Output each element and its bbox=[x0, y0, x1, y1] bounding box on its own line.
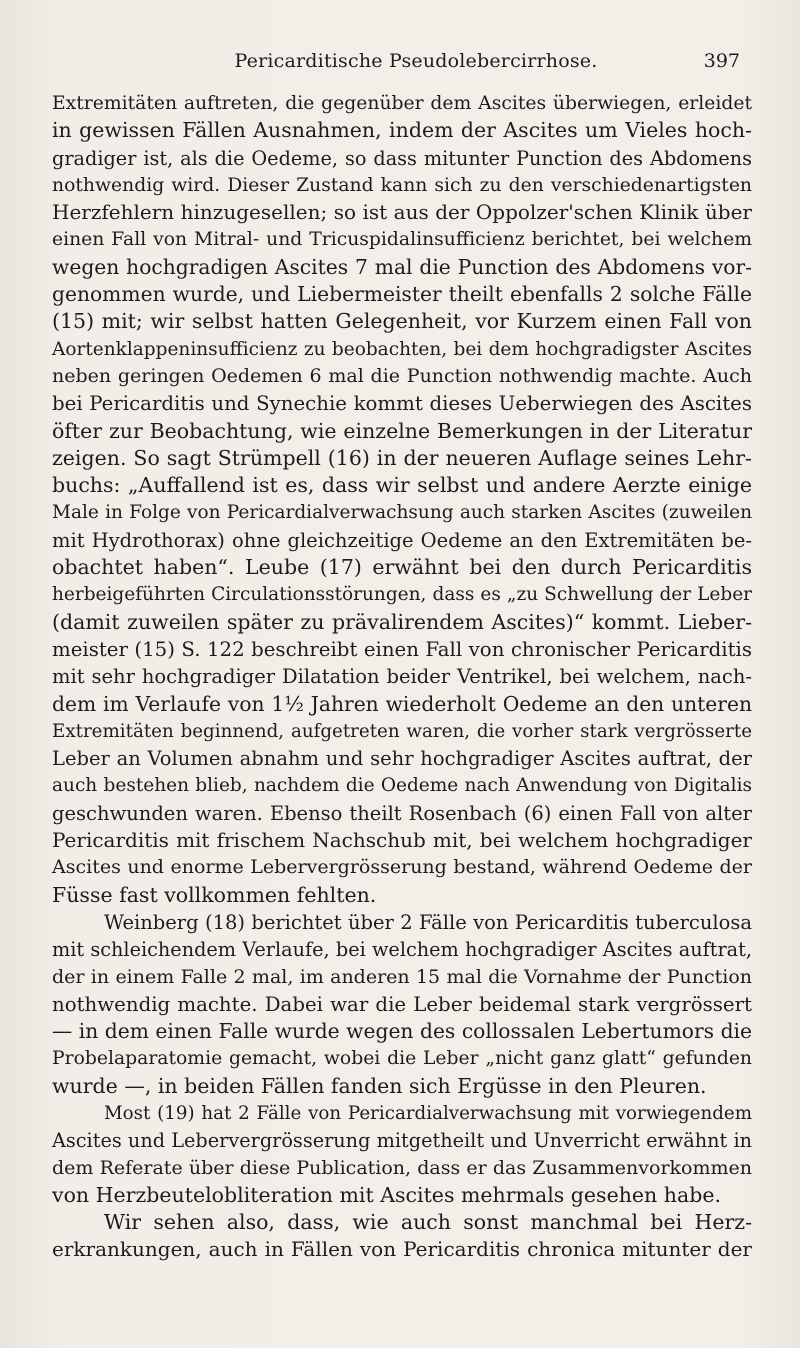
text-line: genommen wurde, und Liebermeister theilt ebenfalls 2 solche Fälle bbox=[52, 282, 752, 307]
text-line: Pericarditis mit frischem Nachschub mit, bei welchem hochgradiger bbox=[52, 828, 752, 853]
text-line: obachtet haben“. Leube (17) erwähnt bei den durch Pericarditis bbox=[52, 555, 752, 580]
text-line: in gewissen Fällen Ausnahmen, indem der Ascites um Vieles hoch- bbox=[52, 118, 752, 143]
text-line: einen Fall von Mitral- und Tricuspidalinsufficienz berichtet, bei welchem bbox=[52, 229, 752, 251]
text-line: dem Referate über diese Publication, dass er das Zusammenvorkommen bbox=[52, 1156, 752, 1179]
text-line: Extremitäten auftreten, die gegenüber dem Ascites überwiegen, erleidet bbox=[52, 93, 752, 114]
text-line: nothwendig machte. Dabei war die Leber beidemal stark vergrössert bbox=[52, 992, 752, 1016]
text-line: der in einem Falle 2 mal, im anderen 15 mal die Vornahme der Punction bbox=[52, 965, 752, 988]
text-line: (15) mit; wir selbst hatten Gelegenheit, vor Kurzem einen Fall von bbox=[52, 309, 752, 334]
text-line: neben geringen Oedemen 6 mal die Punction nothwendig machte. Auch bbox=[52, 364, 752, 387]
text-line: herbeigeführten Circulationsstörungen, dass es „zu Schwellung der Leber bbox=[52, 584, 752, 606]
text-line: mit schleichendem Verlaufe, bei welchem hochgradiger Ascites auftrat, bbox=[52, 938, 752, 962]
text-line: erkrankungen, auch in Fällen von Pericarditis chronica mitunter der bbox=[52, 1237, 752, 1262]
body-text bbox=[52, 90, 752, 1264]
page-number: 397 bbox=[703, 50, 740, 72]
text-line: mit sehr hochgradiger Dilatation beider Ventrikel, bei welchem, nach- bbox=[52, 665, 752, 689]
text-line: nothwendig wird. Dieser Zustand kann sich zu den verschiedenartigsten bbox=[52, 174, 752, 196]
text-line: zeigen. So sagt Strümpell (16) in der neueren Auflage seines Lehr- bbox=[52, 445, 752, 470]
text-line: von Herzbeutelobliteration mit Ascites mehrmals gesehen habe. bbox=[52, 1182, 721, 1207]
page-header bbox=[52, 50, 740, 78]
text-line: Male in Folge von Pericardialverwachsung auch starken Ascites (zuweilen bbox=[52, 502, 752, 524]
text-line: Probelaparatomie gemacht, wobei die Leber „nicht ganz glatt“ gefunden bbox=[52, 1048, 752, 1070]
text-line: Füsse fast vollkommen fehlten. bbox=[52, 882, 377, 907]
text-line: Aortenklappeninsufficienz zu beobachten, bei dem hochgradigster Ascites bbox=[52, 338, 752, 360]
text-line: auch bestehen blieb, nachdem die Oedeme nach Anwendung von Digitalis bbox=[52, 775, 752, 797]
text-line: bei Pericarditis und Synechie kommt dieses Ueberwiegen des Ascites bbox=[52, 392, 752, 416]
text-line: (damit zuweilen später zu prävalirendem Ascites)“ kommt. Lieber- bbox=[52, 609, 752, 634]
text-line: Herzfehlern hinzugesellen; so ist aus der Oppolzer'schen Klinik über bbox=[52, 200, 752, 225]
text-line: geschwunden waren. Ebenso theilt Rosenbach (6) einen Fall von alter bbox=[52, 801, 752, 825]
text-line: Ascites und Lebervergrösserung mitgetheilt und Unverricht erwähnt in bbox=[52, 1129, 752, 1153]
text-line: Weinberg (18) berichtet über 2 Fälle von Pericarditis tuberculosa bbox=[104, 910, 752, 934]
text-line: wegen hochgradigen Ascites 7 mal die Punction des Abdomens vor- bbox=[52, 254, 752, 279]
text-line: dem im Verlaufe von 1½ Jahren wiederholt Oedeme an den unteren bbox=[52, 691, 752, 716]
text-line: mit Hydrothorax) ohne gleichzeitige Oedeme an den Extremitäten be- bbox=[52, 528, 752, 552]
text-line: wurde —, in beiden Fällen fanden sich Ergüsse in den Pleuren. bbox=[52, 1073, 707, 1098]
text-line: Wir sehen also, dass, wie auch sonst manchmal bei Herz- bbox=[104, 1210, 752, 1235]
text-line: Extremitäten beginnend, aufgetreten waren, die vorher stark vergrösserte bbox=[52, 720, 752, 742]
text-line: gradiger ist, als die Oedeme, so dass mitunter Punction des Abdomens bbox=[52, 146, 752, 170]
text-line: buchs: „Auffallend ist es, dass wir selbst und andere Aerzte einige bbox=[52, 473, 752, 498]
text-line: meister (15) S. 122 beschreibt einen Fall von chronischer Pericarditis bbox=[52, 637, 752, 661]
running-title: Pericarditische Pseudolebercirrhose. bbox=[234, 50, 598, 72]
text-line: öfter zur Beobachtung, wie einzelne Bemerkungen in der Literatur bbox=[52, 418, 752, 443]
text-line: — in dem einen Falle wurde wegen des collossalen Lebertumors die bbox=[52, 1019, 752, 1044]
text-line: Ascites und enorme Lebervergrösserung bestand, während Oedeme der bbox=[52, 856, 752, 879]
text-line: Leber an Volumen abnahm und sehr hochgradiger Ascites auftrat, der bbox=[52, 747, 752, 771]
text-line: Most (19) hat 2 Fälle von Pericardialverwachsung mit vorwiegendem bbox=[104, 1102, 752, 1124]
